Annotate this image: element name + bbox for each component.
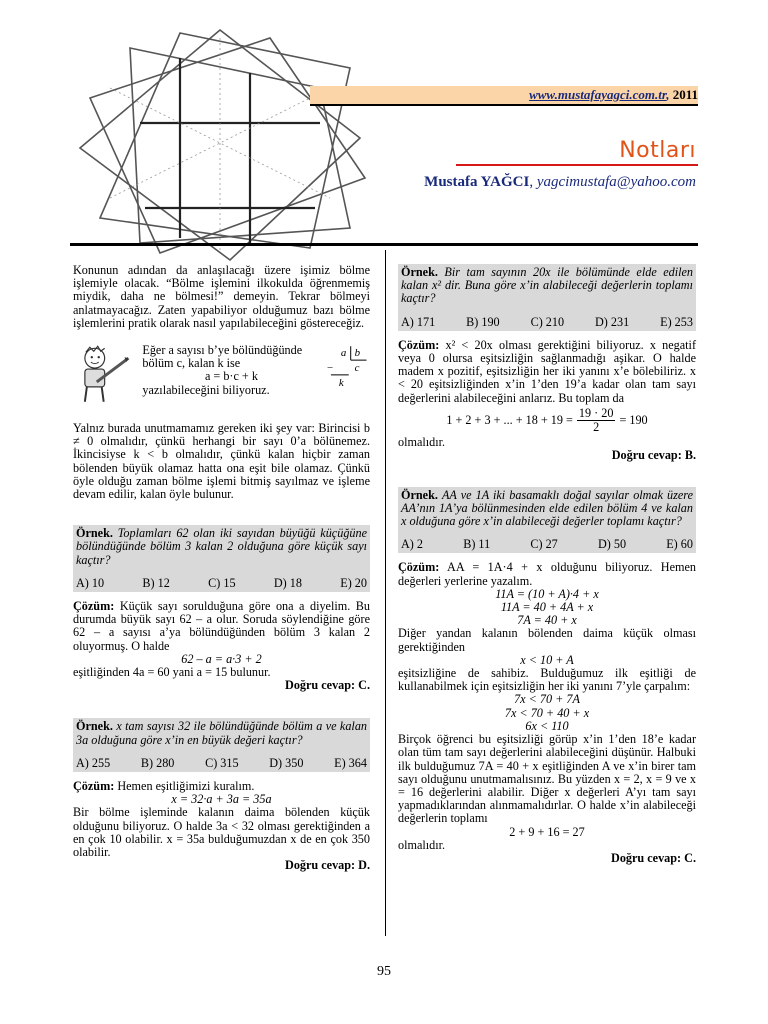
option-a: A) 171 xyxy=(401,314,436,329)
option-b: B) 12 xyxy=(142,575,170,590)
equation-line: 7A = 40 + x xyxy=(517,613,577,628)
right-column xyxy=(398,264,696,865)
example-label: Örnek. xyxy=(76,526,113,541)
solution-conclusion: eşitliğinden 4a = 60 yani a = 15 bulunur. xyxy=(73,665,271,680)
option-d: D) 350 xyxy=(269,755,304,770)
header-url: www.mustafayagci.com.tr, 2011 xyxy=(529,87,698,102)
option-e: E) 364 xyxy=(334,755,367,770)
website-link[interactable]: www.mustafayagci.com.tr xyxy=(529,87,667,102)
correct-answer: Doğru cevap: C. xyxy=(285,678,370,693)
example-label: Örnek. xyxy=(401,265,438,279)
intro-paragraph: Konunun adından da anlaşılacağı üzere işimiz bölme işlemiyle olacak. “Bölme işlemini ilkokulda öğrenmemiş miydik, daha ne bölmesi!” demeyin. Tekrar bölmeyi anlatmayacağız. Zaten yapabiliyor olduğumuz bazı bölme işlemlerini pratik olarak nasıl yapılabileceğini göstereceğiz. xyxy=(73,263,370,330)
option-c: C) 27 xyxy=(530,537,558,552)
inequality-line: 7x < 70 + 7A xyxy=(514,692,580,707)
title-rule xyxy=(456,164,698,166)
sum-lhs: 1 + 2 + 3 + ... + 18 + 19 = xyxy=(446,412,573,427)
equation-line: 11A = (10 + A)·4 + x xyxy=(495,586,599,601)
definition-line-1: Eğer a sayısı b’ye bölündüğünde bölüm c, kalan k ise xyxy=(142,343,303,371)
header-rule xyxy=(70,243,698,246)
section-title: Notları xyxy=(619,138,696,163)
equation-line: 11A = 40 + 4A + x xyxy=(500,600,594,615)
option-e: E) 60 xyxy=(666,537,693,552)
option-b: B) 11 xyxy=(463,537,491,552)
solution-text: Birçok öğrenci bu eşitsizliği görüp x’in 1’den 18’e kadar olan tüm tam sayı değerlerini alabileceğini düşünür. Halbuki ilk bulduğumuz 7A = 40 + x eşitliğinden A ve x’in birer tam sayı olduğunu unutmamalısınız. Bu yüzden x = 2, x = 9 ve x = 16 değerlerini alabilir. Diğer x değerleri A’yı tam sayı yapmadıklarından alınmamalıdırlar. O halde x’in alabileceği değerlerin toplamı xyxy=(398,732,696,826)
sum-formula xyxy=(398,407,696,434)
example-options xyxy=(401,538,693,551)
inequality-line: x < 10 + A xyxy=(520,652,574,667)
option-a: A) 255 xyxy=(76,755,111,770)
solution-equation: x = 32·a + 3a = 35a xyxy=(171,792,272,807)
solution-label: Çözüm: xyxy=(398,560,440,575)
solution-conclusion: Bir bölme işleminde kalanın daima bölenden küçük olduğunu biliyoruz. O halde 3a < 32 olması gerektiğinden a en çok 10 olabilir. x = 35a bulduğumuzdan x de en çok 350 olabilir. xyxy=(73,805,370,860)
correct-answer: Doğru cevap: D. xyxy=(285,858,370,873)
option-d: D) 50 xyxy=(597,537,627,552)
example-label: Örnek. xyxy=(401,487,438,502)
example-question: x tam sayısı 32 ile bölündüğünde bölüm a ve kalan 3a olduğuna göre x’in en büyük değeri kaçtır? xyxy=(76,719,368,747)
author-email: yagcimustafa@yahoo.com xyxy=(536,174,696,190)
definition-text xyxy=(142,344,320,397)
definition-line-2: yazılabileceğini biliyoruz. xyxy=(142,382,270,397)
correct-answer: Doğru cevap: C. xyxy=(611,850,696,865)
solution-equation: 62 – a = a·3 + 2 xyxy=(181,651,262,666)
option-d: D) 231 xyxy=(595,314,630,329)
solution-text: x² < 20x olması gerektiğini biliyoruz. x negatif veya 0 olursa eşitsizliğin sağlanmadığı aşikar. O halde madem x pozitif, eşitsizliğin her iki yanını x’e bölebiliriz. x < 20 eşitsizliğinden x’in 1’den 19’a kadar olan tam sayı değerlerini alabileceğini anlarız. Bu toplam da xyxy=(398,337,697,405)
inequality-line: 7x < 70 + 40 + x xyxy=(504,705,590,720)
geometric-logo-art xyxy=(70,28,370,263)
example-2-box xyxy=(73,718,370,772)
author-line: Mustafa YAĞCI, yagcimustafa@yahoo.com xyxy=(424,174,696,190)
example-3-box xyxy=(398,264,696,331)
solution-text: Hemen eşitliğimizi kuralım. xyxy=(117,779,255,794)
solution-conclusion: olmalıdır. xyxy=(398,435,446,450)
definition-equation: a = b·c + k xyxy=(204,369,258,384)
left-column xyxy=(73,264,370,873)
example-1-box xyxy=(73,525,370,592)
solution-label: Çözüm: xyxy=(398,337,440,352)
example-4-box xyxy=(398,487,696,554)
correct-answer: Doğru cevap: B. xyxy=(611,448,696,463)
author-name: Mustafa YAĞCI xyxy=(424,174,530,190)
option-a: A) 10 xyxy=(76,575,105,590)
solution-label: Çözüm: xyxy=(73,779,115,794)
example-1 xyxy=(73,525,370,692)
example-question: Toplamları 62 olan iki sayıdan büyüğü küçüğüne bölündüğünde bölüm 3 kalan 2 olduğuna göre küçük sayı kaçtır? xyxy=(76,526,368,567)
option-a: A) 2 xyxy=(401,537,424,552)
option-b: B) 280 xyxy=(140,755,175,770)
division-quotient: c xyxy=(354,361,359,374)
url-underline xyxy=(310,104,698,106)
fraction-numerator: 19 · 20 xyxy=(578,405,614,420)
option-e: E) 20 xyxy=(340,575,367,590)
page-number: 95 xyxy=(377,964,391,979)
option-b: B) 190 xyxy=(466,314,500,329)
division-dividend: a xyxy=(340,347,346,360)
definition-block xyxy=(73,344,370,406)
example-label: Örnek. xyxy=(76,719,113,734)
example-options xyxy=(76,577,367,590)
example-question: AA ve 1A iki basamaklı doğal sayılar olmak üzere AA’nın 1A’ya bölünmesinden elde edilen bölüm 4 ve kalan x olduğuna göre x’in alabileceği değerler toplamı kaçtır? xyxy=(401,487,694,529)
solution-text: eşitsizliğine de sahibiz. Bulduğumuz ilk eşitliği de kullanabilmek için eşitsizliğin her iki yanını 7’yle çarpalım: xyxy=(398,666,696,694)
example-4 xyxy=(398,487,696,865)
option-e: E) 253 xyxy=(660,314,693,329)
solution-text: Küçük sayı sorulduğuna göre ona a diyelim. Bu durumda büyük sayı 62 – a olur. Soruda söylendiğine göre 62 – a sayısı a’ya bölündüğünden bölüm 3 kalan 2 oluyormuş. O halde xyxy=(73,599,371,653)
sum-rhs: = 190 xyxy=(619,412,648,427)
example-options xyxy=(76,757,367,770)
option-c: C) 210 xyxy=(530,314,565,329)
long-division-diagram xyxy=(323,344,371,390)
division-remainder: k xyxy=(338,376,344,389)
option-c: C) 315 xyxy=(205,755,239,770)
solution-text: Diğer yandan kalanın bölenden daima küçük olması gerektiğinden xyxy=(398,626,696,654)
sum-equation: 2 + 9 + 16 = 27 xyxy=(509,824,585,839)
division-divisor: b xyxy=(354,347,360,360)
example-2 xyxy=(73,718,370,872)
boy-with-pencil-icon xyxy=(73,344,130,406)
example-question: Bir tam sayının 20x ile bölümünde elde edilen kalan x² dir. Buna göre x’in alabileceği değerlerin toplamı kaçtır? xyxy=(401,265,694,306)
example-options xyxy=(401,316,693,329)
header-year: 2011 xyxy=(672,87,698,102)
fraction-denominator: 2 xyxy=(593,420,600,435)
example-3 xyxy=(398,264,696,463)
solution-conclusion: olmalıdır. xyxy=(398,837,446,852)
column-divider xyxy=(385,250,386,936)
solution-label: Çözüm: xyxy=(73,599,115,614)
division-minus: − xyxy=(326,361,333,374)
note-paragraph: Yalnız burada unutmamamız gereken iki şey var: Birincisi b ≠ 0 olmalıdır, çünkü herhangi bir sayı 0’a bölünemez. İkincisiyse k < b olmalıdır, çünkü kalan hiçbir zaman bölenden büyük olamaz hatta ona eşit bile olamaz. Çünkü öyle olduğu zaman bölme işlemi bitmiş sayılmaz ve işleme devam edilir, kalan öyle bulunur. xyxy=(73,421,370,502)
inequality-line: 6x < 110 xyxy=(525,718,569,733)
option-c: C) 15 xyxy=(208,575,236,590)
option-d: D) 18 xyxy=(273,575,302,590)
sum-fraction xyxy=(577,407,616,434)
solution-text: AA = 1A·4 + x olduğunu biliyoruz. Hemen değerleri yerlerine yazalım. xyxy=(398,560,697,588)
